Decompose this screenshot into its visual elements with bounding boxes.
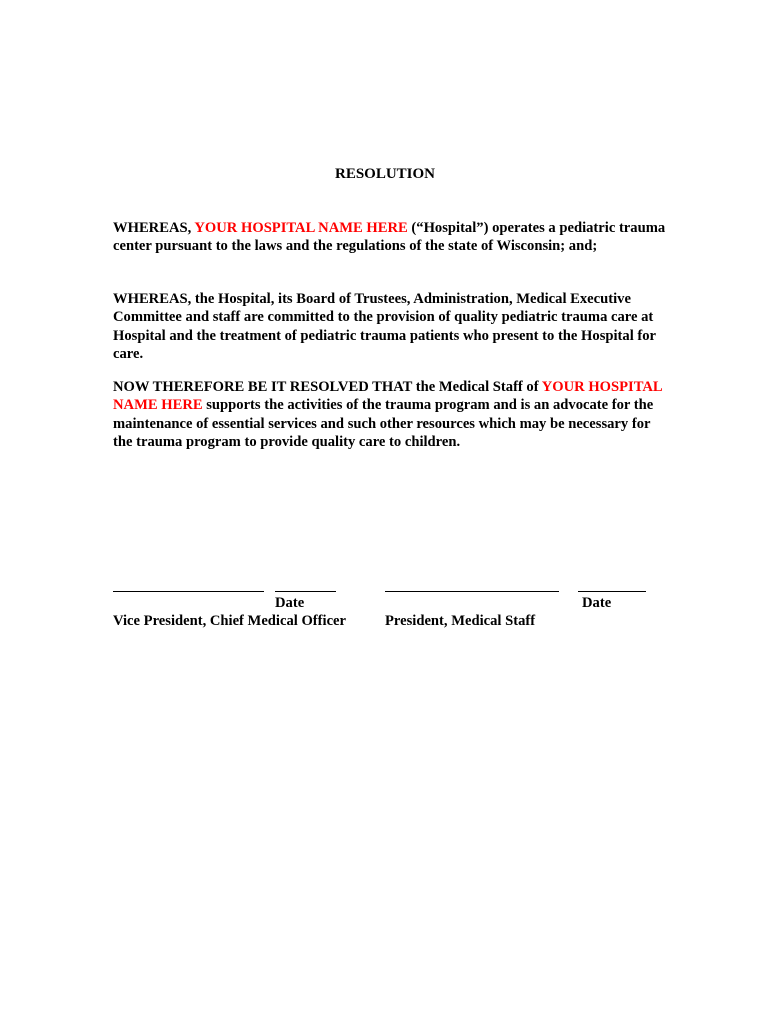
hospital-name-placeholder-2: YOUR HOSPITAL NAME HERE xyxy=(113,379,662,414)
date-line-president xyxy=(578,591,646,592)
whereas-paragraph-2: WHEREAS, the Hospital, its Board of Trustees, Administration, Medical Executive Committee and staff are committed to the provision of quality pediatric trauma care at Hospital and the treatment of pediatric trauma patients who present to the Hospital for care. xyxy=(113,291,656,362)
whereas-paragraph-1 xyxy=(113,219,673,256)
signature-line-vp xyxy=(113,591,264,592)
signatory-title-president: President, Medical Staff xyxy=(385,613,536,629)
paragraph-1-rest: (“Hospital”) operates a pediatric trauma center pursuant to the laws and the regulations of the state of Wisconsin; and; xyxy=(113,220,666,255)
signatory-title-vp: Vice President, Chief Medical Officer xyxy=(113,613,347,629)
paragraph-1-lead: WHEREAS, xyxy=(113,220,195,236)
hospital-name-placeholder-1: YOUR HOSPITAL NAME HERE xyxy=(194,220,408,236)
resolved-paragraph xyxy=(113,378,673,451)
date-label-vp: Date xyxy=(275,595,305,611)
date-line-vp xyxy=(275,591,336,592)
document-title: RESOLUTION xyxy=(334,166,436,182)
date-label-president: Date xyxy=(582,595,612,611)
paragraph-3-rest: supports the activities of the trauma program and is an advocate for the maintenance of essential services and such other resources which may be necessary for the trauma program to provide quality care to children. xyxy=(113,397,654,450)
paragraph-3-lead: NOW THEREFORE BE IT RESOLVED THAT the Medical Staff of xyxy=(113,379,542,395)
signature-line-president xyxy=(385,591,559,592)
